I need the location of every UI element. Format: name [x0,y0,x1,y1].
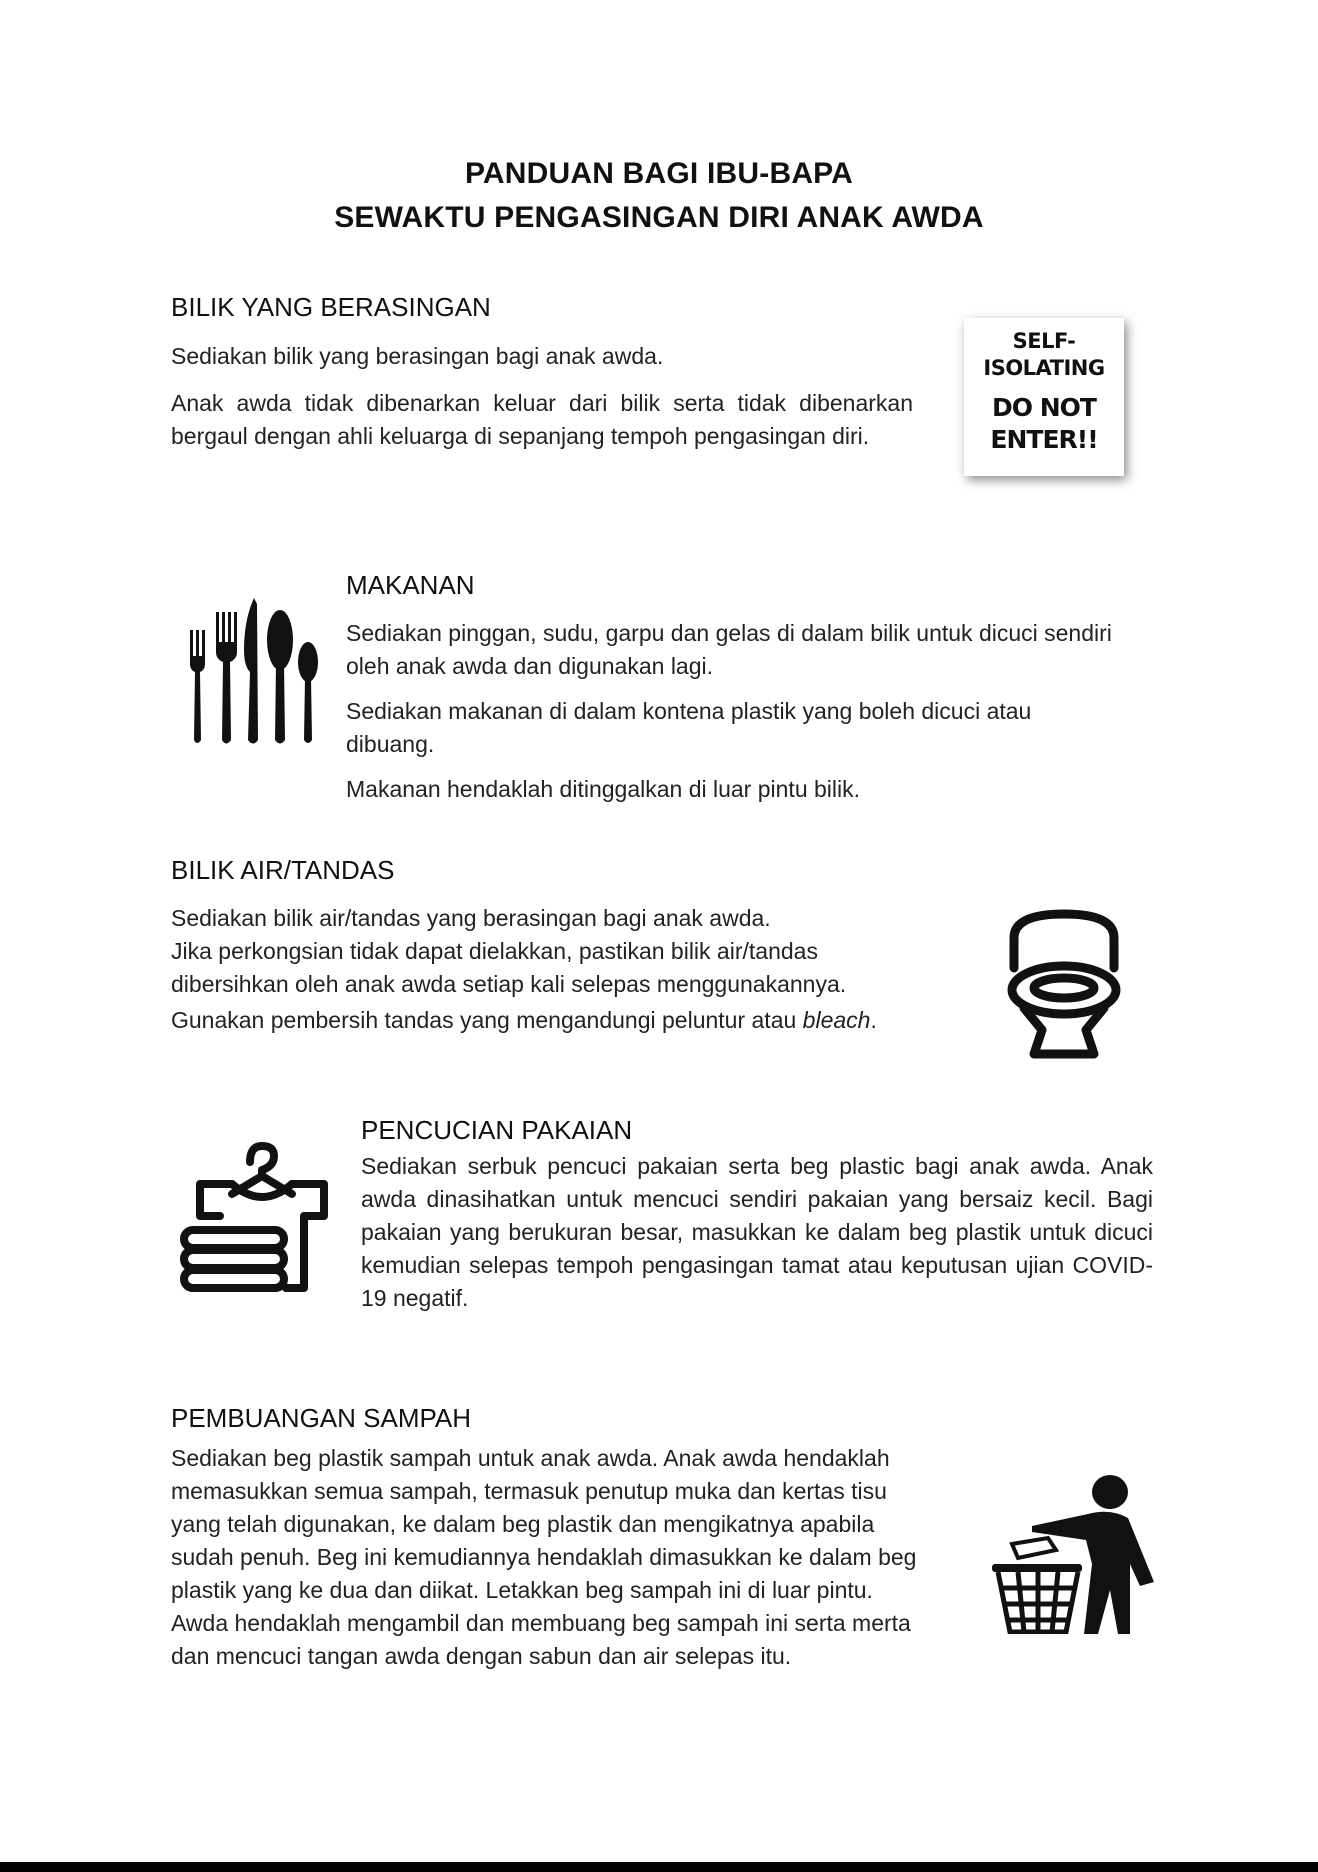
sampah-line-3: yang telah digunakan, ke dalam beg plastik dan mengikatnya apabila [171,1511,875,1537]
sampah-line-5: plastik yang ke dua dan diikat. Letakkan beg sampah ini di luar pintu. [171,1577,873,1603]
sampah-line-6: Awda hendaklah mengambil dan membuang beg sampah ini serta merta [171,1610,911,1636]
self-isolating-sign [964,318,1124,476]
litter-bin-icon [990,1472,1160,1634]
makanan-paragraph-2: Sediakan makanan di dalam kontena plastik yang boleh dicuci atau dibuang. [346,698,1032,757]
laundry-clothes-icon [176,1140,336,1296]
sign-line-self: SELF- [1012,329,1076,353]
tandas-line-2: Jika perkongsian tidak dapat dielakkan, pastikan bilik air/tandas [171,938,818,964]
makanan-paragraph-3: Makanan hendaklah ditinggalkan di luar pintu bilik. [346,776,861,802]
sampah-line-7: dan mencuci tangan awda dengan sabun dan air selepas itu. [171,1643,792,1669]
page-title-line1: PANDUAN BAGI IBU-BAPA [464,157,854,190]
bilik-paragraph-1: Sediakan bilik yang berasingan bagi anak awda. [171,343,664,369]
pakaian-paragraph: Sediakan serbuk pencuci pakaian serta beg plastic bagi anak awda. Anak awda dinasihatkan untuk mencuci sendiri pakaian yang bersaiz kecil. Bagi pakaian yang berukuran besar, masukkan ke dalam beg plastik untuk dicuci kemudian selepas tempoh pengasingan tamat atau keputusan ujian COVID-19 negatif. [361,1153,1153,1311]
sampah-line-4: sudah penuh. Beg ini kemudiannya hendaklah dimasukkan ke dalam beg [171,1544,917,1570]
bleach-term: bleach [802,1007,871,1033]
page-bottom-rule [0,1862,1318,1872]
makanan-paragraph-1: Sediakan pinggan, sudu, garpu dan gelas di dalam bilik untuk dicuci sendiri oleh anak awda dan digunakan lagi. [346,620,1112,679]
sign-line-enter: ENTER!! [990,425,1098,454]
sign-line-isolating: ISOLATING [983,356,1105,380]
tandas-line-1: Sediakan bilik air/tandas yang berasingan bagi anak awda. [171,905,771,931]
tandas-line-3: dibersihkan oleh anak awda setiap kali selepas menggunakannya. [171,971,847,997]
tandas-paragraph-2: Gunakan pembersih tandas yang mengandungi peluntur atau bleach. [171,1007,877,1033]
bilik-paragraph-2: Anak awda tidak dibenarkan keluar dari bilik serta tidak dibenarkan bergaul dengan ahli keluarga di sepanjang tempoh pengasingan diri. [171,390,913,449]
cutlery-icon [188,590,322,750]
sampah-line-2: memasukkan semua sampah, termasuk penutup muka dan kertas tisu [171,1478,887,1504]
pakaian-heading: PENCUCIAN PAKAIAN [361,1115,633,1145]
sampah-line-1: Sediakan beg plastik sampah untuk anak awda. Anak awda hendaklah [171,1445,890,1471]
sampah-heading: PEMBUANGAN SAMPAH [171,1403,472,1433]
sign-line-do-not: DO NOT [992,393,1096,422]
toilet-icon [1000,908,1130,1066]
tandas-heading: BILIK AIR/TANDAS [171,855,395,885]
page-title-line2: SEWAKTU PENGASINGAN DIRI ANAK AWDA [334,201,984,234]
bilik-heading: BILIK YANG BERASINGAN [171,292,491,322]
makanan-heading: MAKANAN [346,570,475,600]
